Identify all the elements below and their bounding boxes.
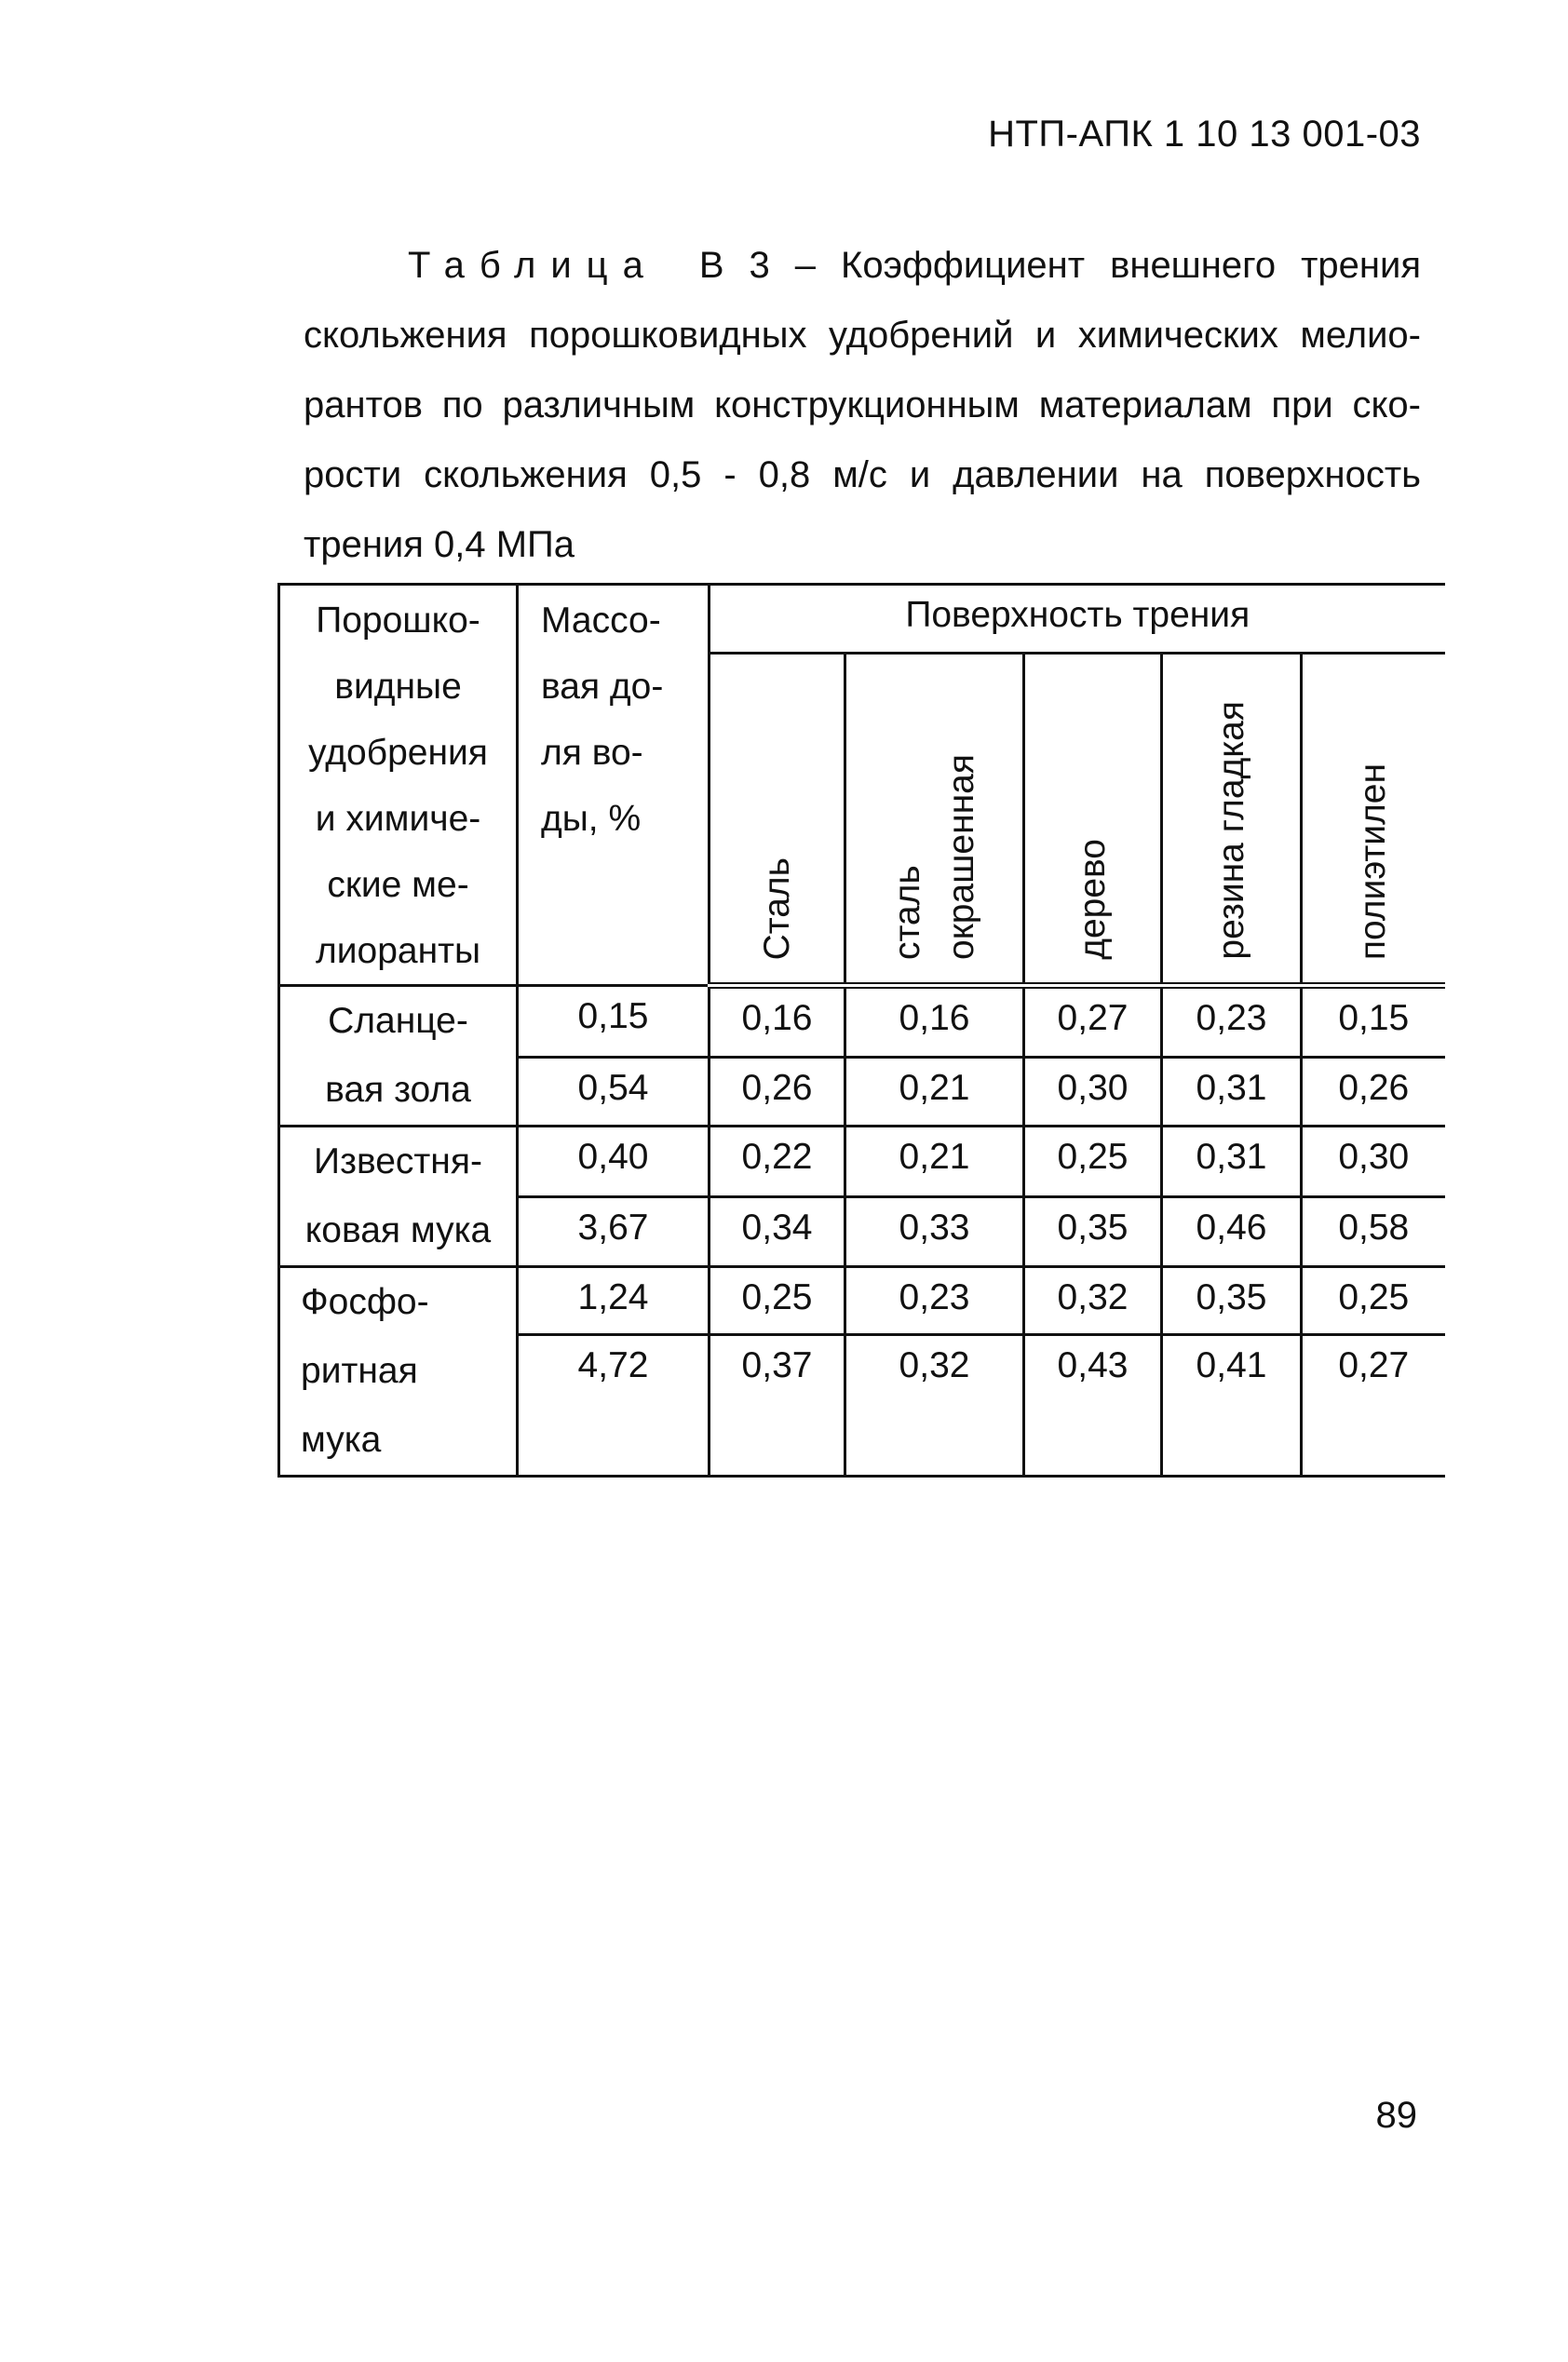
value-cell: 0,32 bbox=[845, 1335, 1024, 1477]
value-cell: 0,26 bbox=[710, 1057, 845, 1126]
material-line: ритная bbox=[301, 1351, 418, 1391]
caption-line-2: скольжения порошковидных удобрений и химических мелио- bbox=[304, 315, 1421, 356]
value-cell: 0,21 bbox=[845, 1057, 1024, 1126]
moisture-cell: 0,40 bbox=[518, 1127, 710, 1197]
material-line: Фосфо- bbox=[301, 1282, 429, 1322]
value-cell: 0,37 bbox=[710, 1335, 845, 1477]
material-line: ковая мука bbox=[304, 1210, 492, 1250]
moisture-cell: 0,54 bbox=[518, 1057, 710, 1126]
surface-label: полиэтилен bbox=[1353, 763, 1394, 960]
value-cell: 0,34 bbox=[710, 1196, 845, 1267]
surface-header-painted-steel bbox=[845, 653, 1024, 986]
table-row bbox=[279, 1267, 1445, 1335]
value-cell: 0,26 bbox=[1302, 1057, 1445, 1126]
value-cell: 0,25 bbox=[1302, 1267, 1445, 1335]
caption-line-1 bbox=[304, 231, 1421, 301]
caption-text-1: В 3 – Коэффициент внешнего трения bbox=[698, 245, 1421, 286]
table-caption bbox=[304, 231, 1421, 580]
surface-header-wood bbox=[1024, 653, 1162, 986]
table-row bbox=[279, 1127, 1445, 1197]
value-cell: 0,58 bbox=[1302, 1196, 1445, 1267]
value-cell: 0,33 bbox=[845, 1196, 1024, 1267]
moisture-cell: 3,67 bbox=[518, 1196, 710, 1267]
material-line: Известня- bbox=[314, 1141, 482, 1181]
value-cell: 0,31 bbox=[1162, 1057, 1302, 1126]
value-cell: 0,25 bbox=[1024, 1127, 1162, 1197]
material-line: мука bbox=[301, 1420, 382, 1460]
moisture-cell: 4,72 bbox=[518, 1335, 710, 1477]
value-cell: 0,21 bbox=[845, 1127, 1024, 1197]
material-name-shale-ash bbox=[279, 986, 518, 1127]
value-cell: 0,22 bbox=[710, 1127, 845, 1197]
page-number: 89 bbox=[1375, 2095, 1417, 2136]
material-name-limestone-flour bbox=[279, 1127, 518, 1267]
caption-line-3: рантов по различным конструкционным материалам при ско- bbox=[304, 385, 1421, 425]
surface-label: дерево bbox=[1072, 839, 1113, 960]
material-line: Сланце- bbox=[328, 1001, 468, 1041]
moisture-cell: 1,24 bbox=[518, 1267, 710, 1335]
material-name-phosphorite-flour bbox=[279, 1267, 518, 1477]
value-cell: 0,43 bbox=[1024, 1335, 1162, 1477]
table-row bbox=[279, 986, 1445, 1058]
col-header-moisture: Массо- вая до- ля во- ды, % bbox=[518, 585, 710, 986]
value-cell: 0,31 bbox=[1162, 1127, 1302, 1197]
document-code: НТП-АПК 1 10 13 001-03 bbox=[988, 114, 1421, 155]
moisture-cell: 0,15 bbox=[518, 986, 710, 1058]
friction-table bbox=[277, 583, 1445, 1478]
value-cell: 0,30 bbox=[1024, 1057, 1162, 1126]
value-cell: 0,41 bbox=[1162, 1335, 1302, 1477]
surface-header-rubber bbox=[1162, 653, 1302, 986]
caption-line-5: трения 0,4 МПа bbox=[304, 524, 575, 565]
value-cell: 0,27 bbox=[1302, 1335, 1445, 1477]
value-cell: 0,27 bbox=[1024, 986, 1162, 1058]
value-cell: 0,35 bbox=[1162, 1267, 1302, 1335]
value-cell: 0,16 bbox=[710, 986, 845, 1058]
value-cell: 0,46 bbox=[1162, 1196, 1302, 1267]
col-header-surface-group: Поверхность трения bbox=[710, 585, 1445, 654]
col-header-material: Порошко- видные удобрения и химиче- ские ме- лиоранты bbox=[279, 585, 518, 986]
table-word: Таблица bbox=[408, 245, 658, 286]
material-line: вая зола bbox=[325, 1070, 471, 1110]
surface-header-polyethylene bbox=[1302, 653, 1445, 986]
surface-label: Сталь bbox=[756, 857, 797, 960]
value-cell: 0,35 bbox=[1024, 1196, 1162, 1267]
value-cell: 0,32 bbox=[1024, 1267, 1162, 1335]
surface-label: сталь окрашенная bbox=[886, 754, 981, 960]
header-row-1 bbox=[279, 585, 1445, 654]
value-cell: 0,30 bbox=[1302, 1127, 1445, 1197]
caption-line-4: рости скольжения 0,5 - 0,8 м/с и давлении на поверхность bbox=[304, 454, 1421, 495]
surface-header-steel bbox=[710, 653, 845, 986]
surface-label: резина гладкая bbox=[1210, 701, 1251, 960]
value-cell: 0,23 bbox=[1162, 986, 1302, 1058]
value-cell: 0,15 bbox=[1302, 986, 1445, 1058]
value-cell: 0,25 bbox=[710, 1267, 845, 1335]
value-cell: 0,16 bbox=[845, 986, 1024, 1058]
value-cell: 0,23 bbox=[845, 1267, 1024, 1335]
